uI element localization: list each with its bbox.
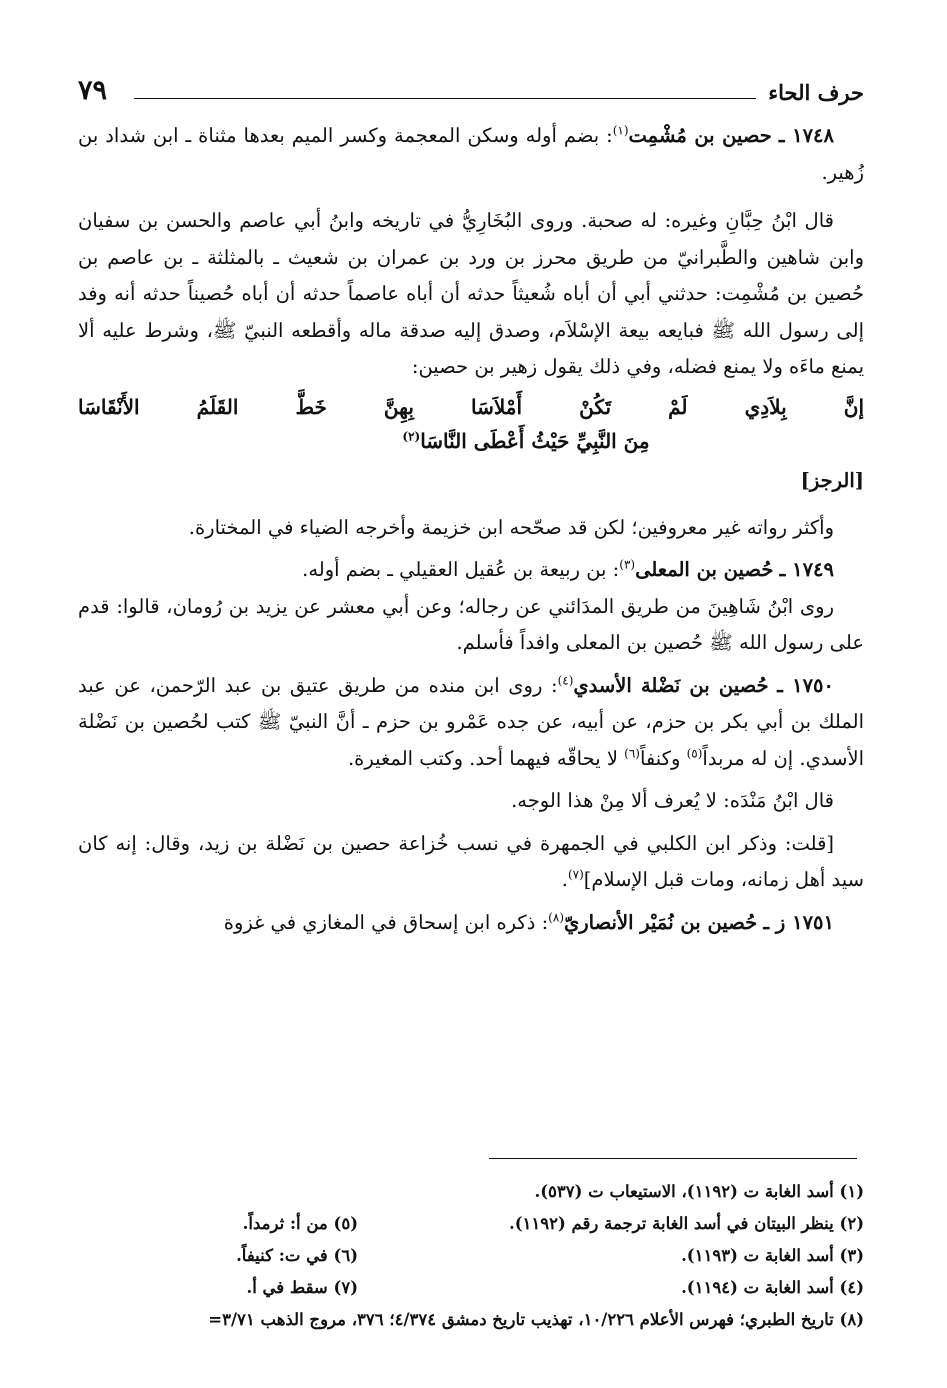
entry-number: ١٧٥٠ ـ [777, 673, 834, 697]
footnote-4: (٤) أسد الغابة ت (١١٩٤). [681, 1278, 864, 1297]
entry-1750 [78, 668, 864, 778]
footnote-ref: (٢) [402, 428, 421, 443]
entry-name: حُصين بن المعلى [635, 558, 774, 581]
entry-number: ١٧٥١ ز ـ [763, 910, 834, 934]
paragraph-narrators: وأكثر رواته غير معروفين؛ لكن قد صحّحه ابن خزيمة وأخرجه الضياء في المختارة. [188, 515, 834, 539]
footnote-8: (٨) تاريخ الطبري؛ فهرس الأعلام ١٠/٢٢٦، تهذيب تاريخ دمشق ٤/٣٧٤؛ ٣٧٦، مروج الذهب ٣/٧١= [208, 1310, 864, 1329]
entry-text: : ذكره ابن إسحاق في المغازي في غزوة [223, 910, 549, 934]
paragraph-ibn-mandah: قال ابْنُ مَنْدَه: لا يُعرف ألا مِنْ هذا الوجه. [511, 789, 834, 812]
footnote-7: (٧) سقط في أ. [246, 1278, 358, 1297]
entry-name: حصين بن مُشْمِت [628, 124, 772, 147]
footnote-ref: (٤) [557, 673, 574, 687]
footnote-ref: (١) [612, 123, 629, 138]
footnote-3: (٣) أسد الغابة ت (١١٩٣). [681, 1246, 864, 1265]
footnote-ref: (٣) [619, 557, 636, 572]
footnote-ref: (٨) [548, 910, 564, 924]
page-body [78, 118, 864, 941]
entry-text: : روى ابن منده من طريق عتيق بن عبد الرّحمن، عن عبد الملك بن أبي بكر بن حزم، عن أبيه، عن جده عَمْرو بن حزم ـ أنَّ النبيّ ﷺ كتب لحُصين بن نَضْلة الأسدي. إن له مربداً [78, 673, 864, 770]
page-number: ٧٩ [78, 75, 108, 106]
verse-line-1: إنَّ بِلاَدِي لَمْ تَكُنْ أَمْلاَسَا بِهِنَّ خَطَّ القَلَمُ الأَنْقَاسَا [78, 394, 864, 419]
entry-1749 [78, 552, 864, 589]
entry-number: ١٧٤٩ ـ [779, 558, 834, 581]
footnote-ref: (٦) [624, 746, 640, 760]
paragraph-ibn-al-kalbi: [قلت: وذكر ابن الكلبي في الجمهرة في نسب خُزاعة حصين بن نَضْلة بن زيد، وقال: إنه كان سيد أهل زمانه، ومات قبل الإسلام]$^{(٧)}$. [78, 831, 864, 891]
verse-line-2: مِنَ النَّبِيِّ حَيْثُ أَعْطَى النَّاسَا$^{(٢)}$ [402, 428, 650, 453]
page-header [78, 75, 864, 112]
paragraph-ibn-shahin: روى ابْنُ شَاهِينَ من طريق المدَائني عن رجاله؛ وعن أبي معشر عن يزيد بن رُومان، قالوا: قدم على رسول الله ﷺ حُصين بن المعلى وافداً فأسلم. [78, 594, 864, 654]
footnote-ref: (٧) [567, 867, 584, 882]
entry-text: وكنفاً [639, 746, 687, 770]
entry-text: : بضم أوله وسكن المعجمة وكسر الميم بعدها مثناة ـ ابن شداد بن زُهير. [78, 124, 864, 184]
header-rule [134, 98, 756, 99]
entry-number: ١٧٤٨ ـ [778, 124, 834, 147]
footnote-2: (٢) ينظر البيتان في أسد الغابة ترجمة رقم (١١٩٢). [508, 1214, 864, 1233]
poem [78, 390, 864, 498]
poem-meter: [الرجز] [800, 468, 864, 492]
footnote-rule [489, 1158, 857, 1159]
running-title: حرف الحاء [768, 80, 864, 105]
footnote-ref: (٥) [686, 746, 703, 760]
footnote-6: (٦) في ت: كنيفاً. [236, 1246, 358, 1265]
entry-name: حُصين بن نُمَيْر الأنصاريّ [564, 910, 758, 934]
entry-text: : بن ربيعة بن عُقيل العقيلي ـ بضم أوله. [302, 558, 620, 581]
entry-1751 [78, 905, 864, 942]
footnote-1: (١) أسد الغابة ت (١١٩٢)، الاستيعاب ت (٥٣٧). [534, 1182, 864, 1201]
paragraph-ibn-hibban: قال ابْنُ حِبَّانِ وغيره: له صحبة. وروى البُخَارِيُّ في تاريخه وابنُ أبي عاصم والحسن بن سفيان وابن شاهين والطَّبرانيّ من طريق محرز بن ورد بن عمران بن شعيث ـ بالمثلثة ـ بن عاصم بن حُصين بن مُشْمِت: حدثني أبي أن أباه شُعيثاً حدثه أن أباه عاصماً حدثه أن أباه حُصيناً حدثه أنه وفد إلى رسول الله ﷺ فبايعه بيعة الإسْلاَم، وصدق إليه صدقة ماله وأقطعه النبيّ ﷺ، وشرط عليه ألا يمنع ماءَه ولا يمنع فضله، وفي ذلك يقول زهير بن حصين: [78, 209, 864, 378]
entry-text: لا يحاقّه فيهما أحد. وكتب المغيرة. [347, 746, 625, 770]
entry-1748 [78, 118, 864, 191]
entry-name: حُصين بن نَضْلة الأسدي [573, 673, 769, 697]
footnote-5: (٥) من أ: ثرمداً. [242, 1214, 358, 1233]
footnotes [58, 1176, 864, 1336]
